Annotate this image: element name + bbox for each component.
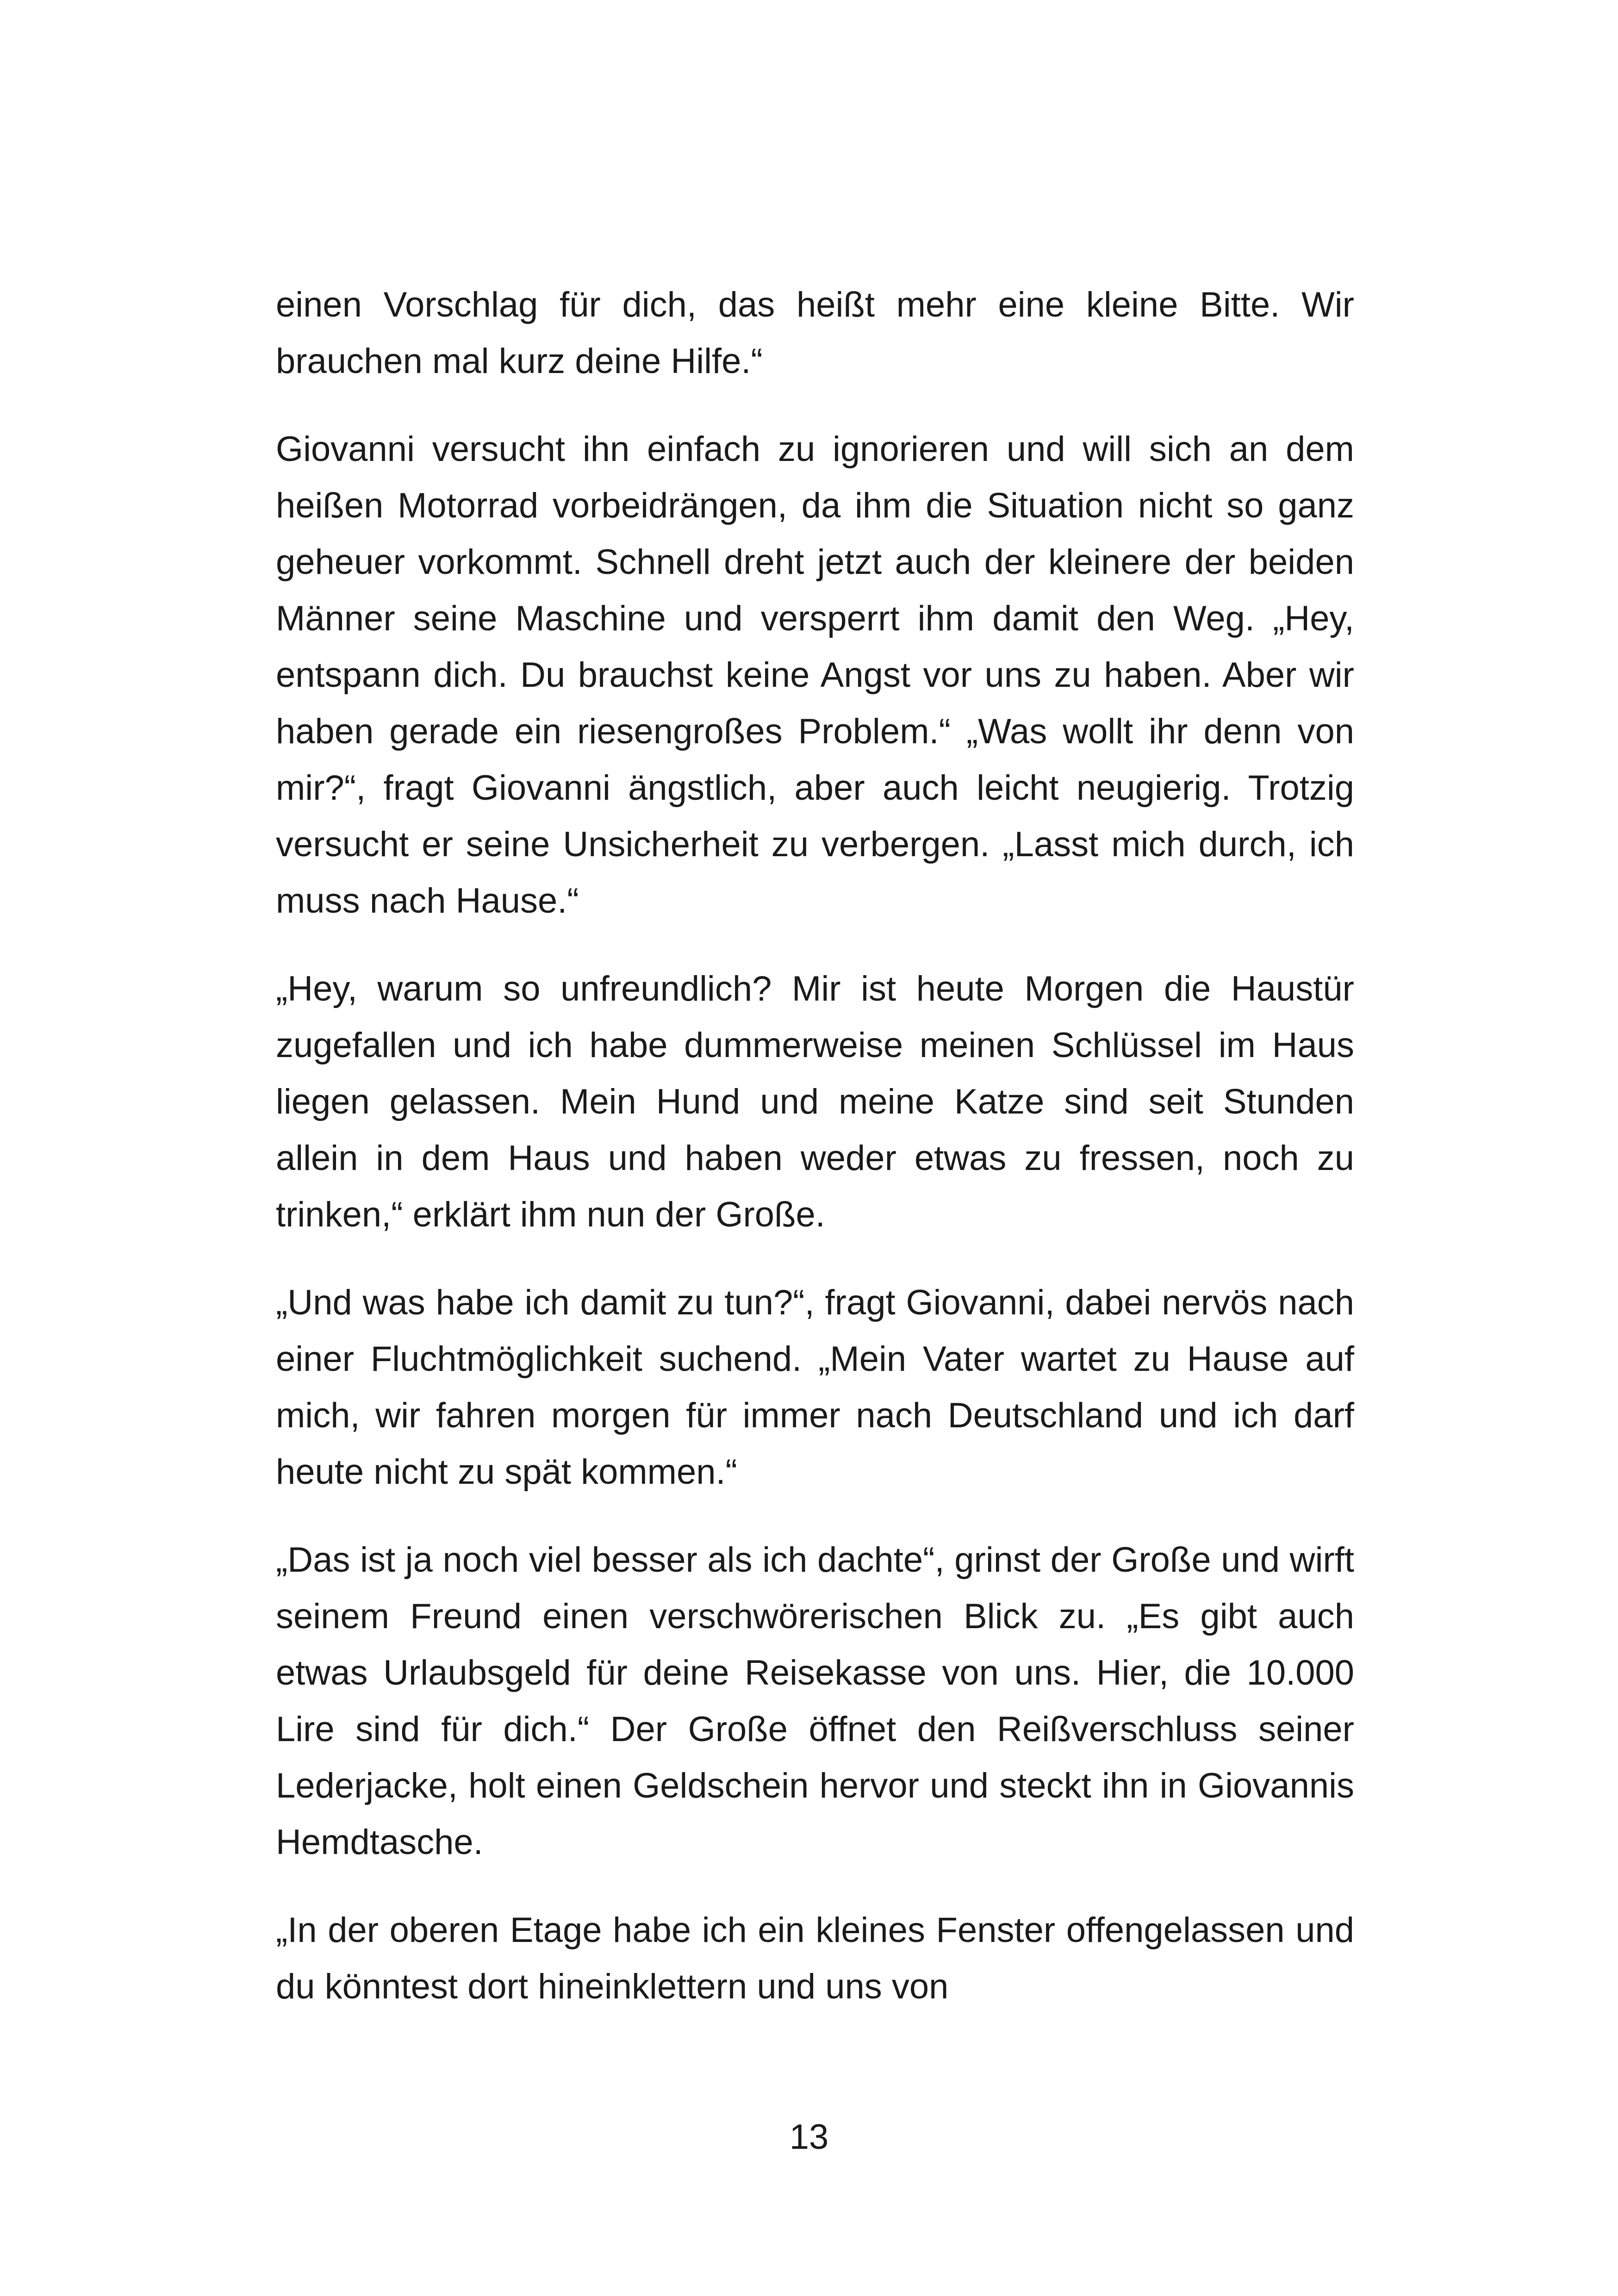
page-number: 13	[789, 2117, 829, 2157]
paragraph-4: „Und was habe ich damit zu tun?“, fragt Giovanni, dabei nervös nach einer Fluchtmöglichkeit suchend. „Mein Vater wartet zu Hause auf mich, wir fahren morgen für immer nach Deutschland und ich darf heute nicht zu spät kommen.“	[276, 1283, 1354, 1492]
paragraph-1: einen Vorschlag für dich, das heißt mehr eine kleine Bitte. Wir brauchen mal kurz deine Hilfe.“	[276, 285, 1354, 381]
body-text	[276, 277, 1354, 2015]
paragraph-5: „Das ist ja noch viel besser als ich dachte“, grinst der Große und wirft seinem Freund einen verschwörerischen Blick zu. „Es gibt auch etwas Urlaubsgeld für deine Reisekasse von uns. Hier, die 10.000 Lire sind für dich.“ Der Große öffnet den Reißverschluss seiner Lederjacke, holt einen Geldschein hervor und steckt ihn in Giovannis Hemdtasche.	[276, 1540, 1354, 1862]
paragraph-2: Giovanni versucht ihn einfach zu ignorieren und will sich an dem heißen Motorrad vorbeidrängen, da ihm die Situation nicht so ganz geheuer vorkommt. Schnell dreht jetzt auch der kleinere der beiden Männer seine Maschine und versperrt ihm damit den Weg. „Hey, entspann dich. Du brauchst keine Angst vor uns zu haben. Aber wir haben gerade ein riesengroßes Problem.“ „Was wollt ihr denn von mir?“, fragt Giovanni ängstlich, aber auch leicht neugierig. Trotzig versucht er seine Unsicherheit zu verbergen. „Lasst mich durch, ich muss nach Hause.“	[276, 429, 1354, 921]
paragraph-6: „In der oberen Etage habe ich ein kleines Fenster offengelassen und du könntest dort hineinklettern und uns von	[276, 1910, 1354, 2006]
paragraph-3: „Hey, warum so unfreundlich? Mir ist heute Morgen die Haustür zugefallen und ich habe dummerweise meinen Schlüssel im Haus liegen gelassen. Mein Hund und meine Katze sind seit Stunden allein in dem Haus und haben weder etwas zu fressen, noch zu trinken,“ erklärt ihm nun der Große.	[276, 969, 1354, 1234]
